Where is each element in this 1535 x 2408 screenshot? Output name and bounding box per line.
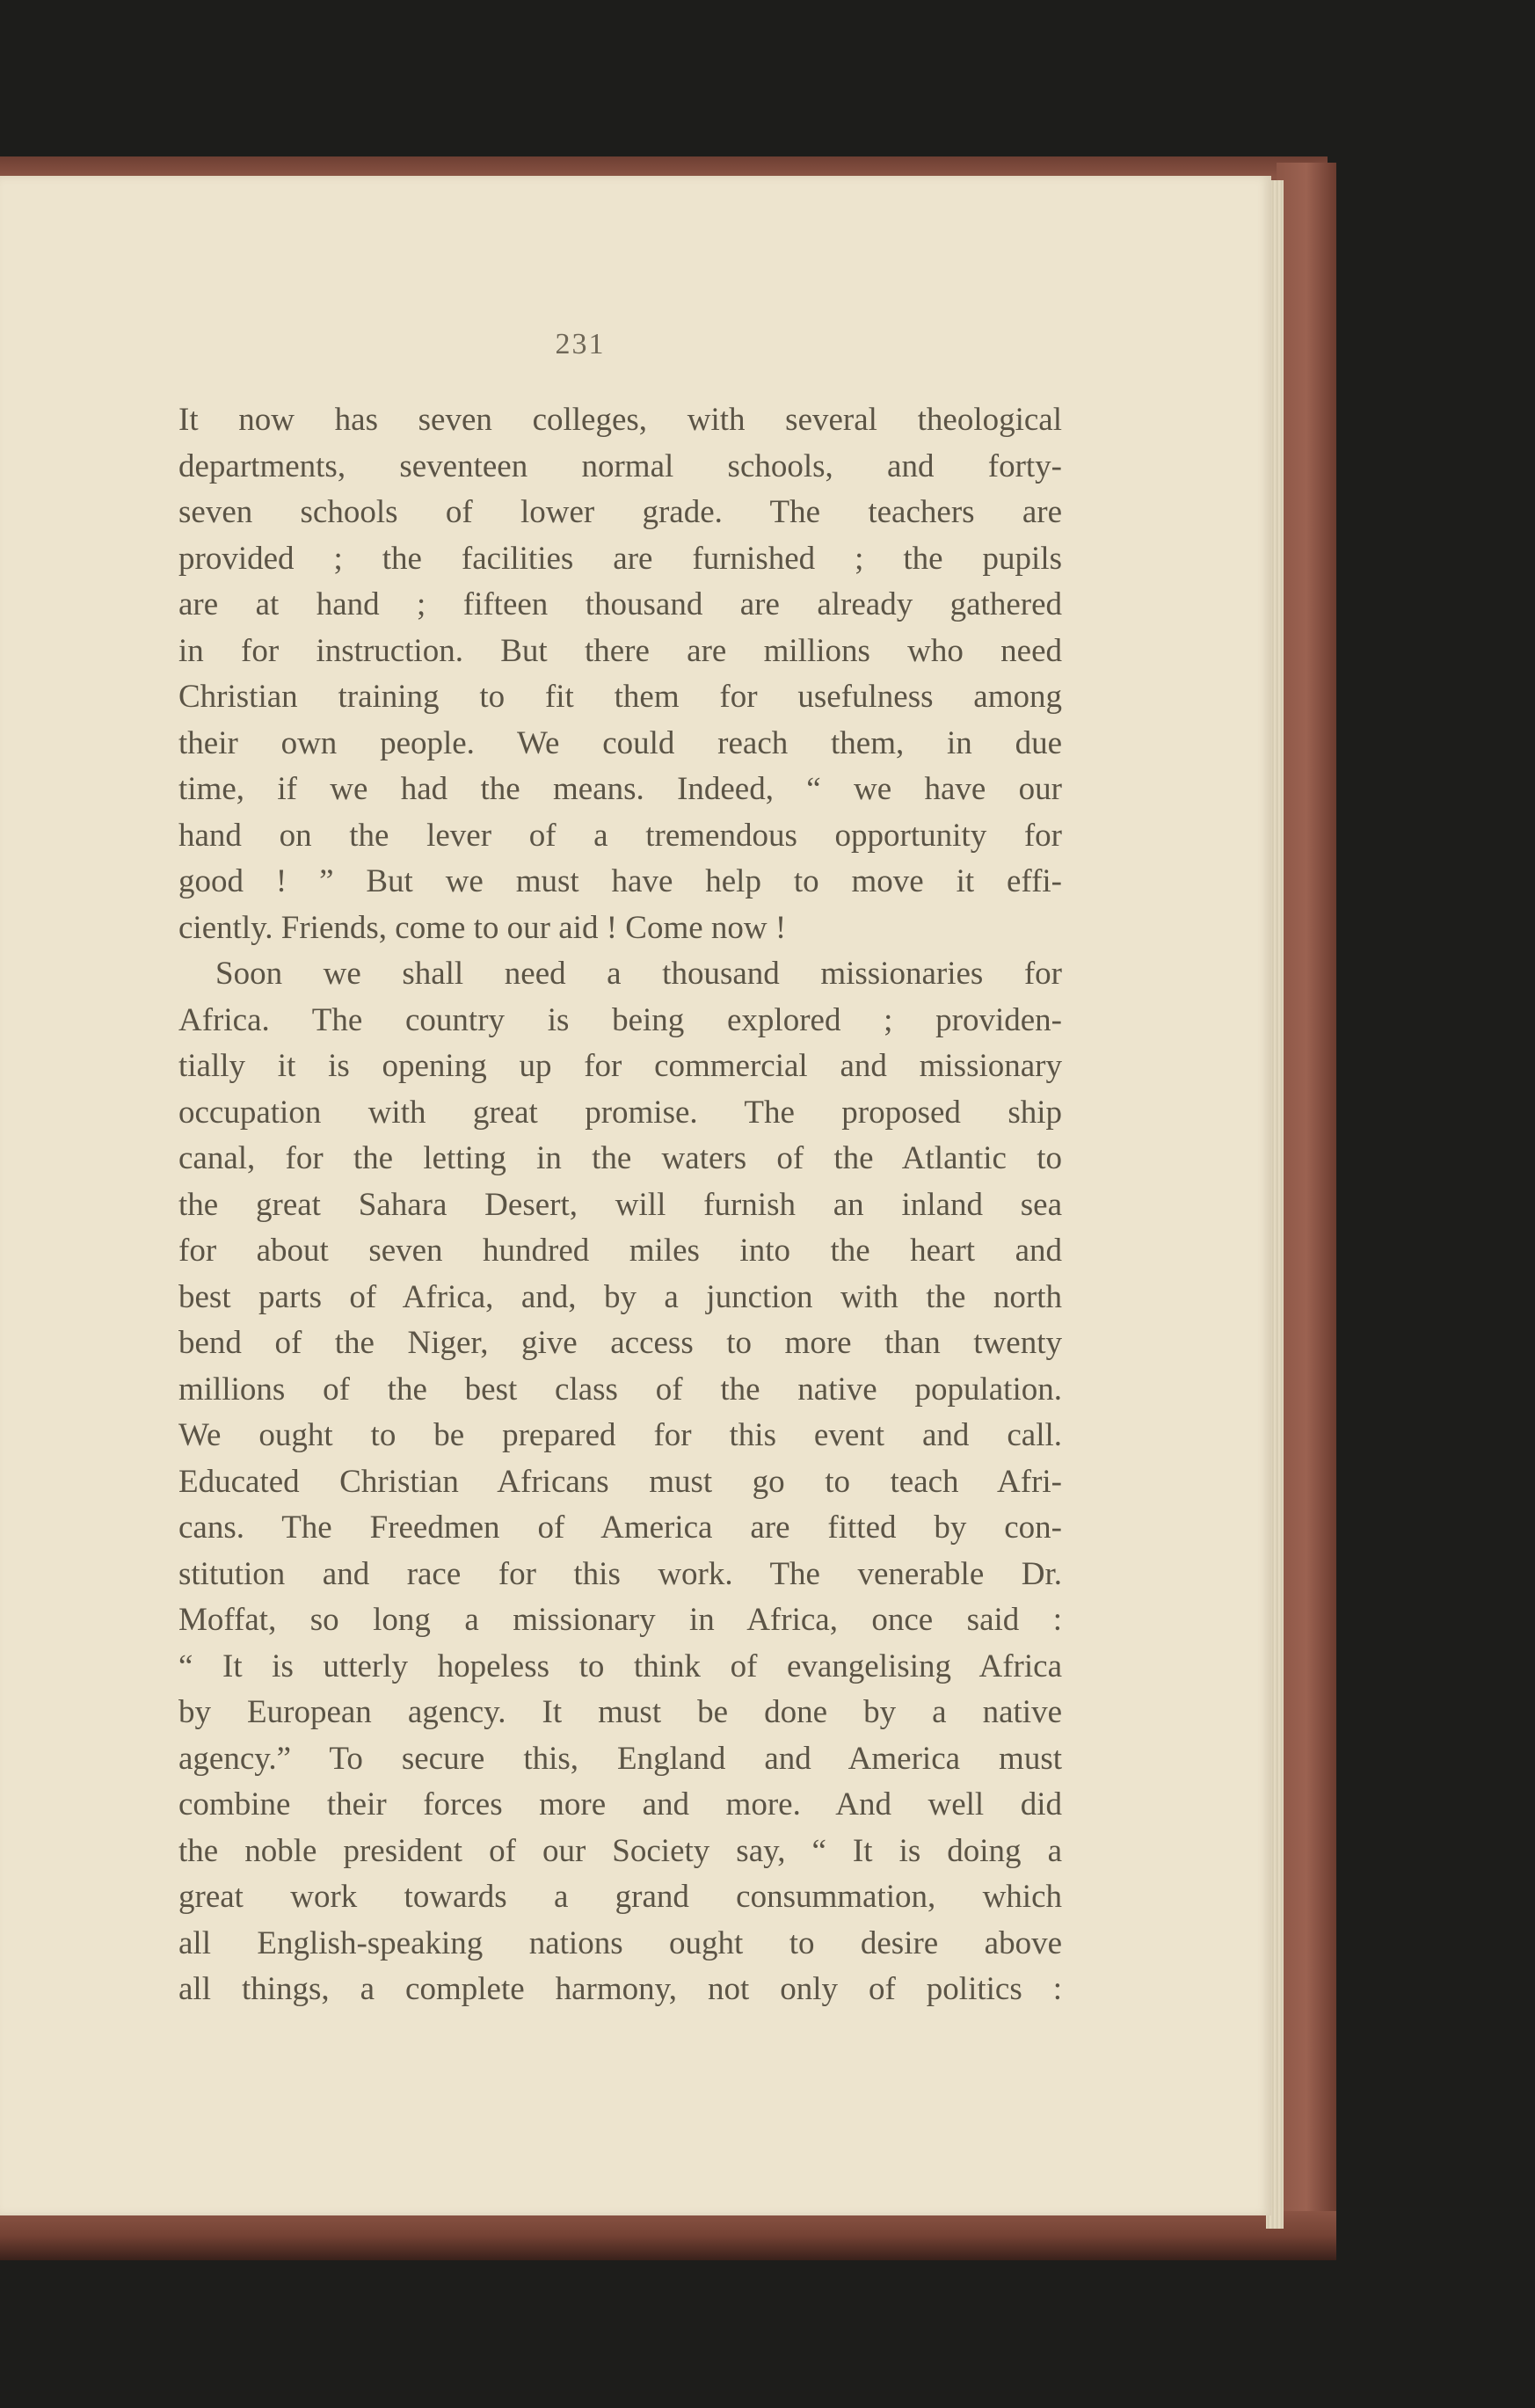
text-line: hand on the lever of a tremendous opportunity for xyxy=(178,817,1062,854)
text-line: “ It is utterly hopeless to think of evangelising Africa xyxy=(178,1648,1062,1684)
text-line: by European agency. It must be done by a native xyxy=(178,1694,1062,1730)
text-line: occupation with great promise. The proposed ship xyxy=(178,1094,1062,1131)
text-line: departments, seventeen normal schools, and forty- xyxy=(178,447,1062,484)
text-line: Educated Christian Africans must go to teach Afri- xyxy=(178,1463,1062,1500)
text-line: Africa. The country is being explored ; providen- xyxy=(178,1001,1062,1038)
book-cover-right-edge xyxy=(1277,163,1336,2259)
text-line: ciently. Friends, come to our aid ! Come now ! xyxy=(178,909,787,946)
text-line: good ! ” But we must have help to move it effi- xyxy=(178,863,1062,899)
text-line: combine their forces more and more. And well did xyxy=(178,1786,1062,1822)
book-page xyxy=(0,176,1271,2215)
text-line: provided ; the facilities are furnished ; the pupils xyxy=(178,540,1062,577)
text-line: in for instruction. But there are millions who need xyxy=(178,632,1062,669)
book-cover-bottom-edge xyxy=(0,2211,1336,2260)
text-line: tially it is opening up for commercial and missionary xyxy=(178,1048,1062,1084)
text-line: the great Sahara Desert, will furnish an inland sea xyxy=(178,1186,1062,1223)
text-line: Christian training to fit them for usefulness among xyxy=(178,679,1062,715)
text-line: It now has seven colleges, with several theological xyxy=(178,402,1062,438)
page-body-text xyxy=(178,397,1062,2013)
text-line: best parts of Africa, and, by a junction with the north xyxy=(178,1278,1062,1315)
text-line: are at hand ; fifteen thousand are already gathered xyxy=(178,586,1062,622)
text-line: all English-speaking nations ought to desire above xyxy=(178,1924,1062,1961)
text-line: seven schools of lower grade. The teachers are xyxy=(178,494,1062,530)
text-line: Soon we shall need a thousand missionaries for xyxy=(215,956,1062,992)
text-line: canal, for the letting in the waters of the Atlantic to xyxy=(178,1140,1062,1176)
text-line: time, if we had the means. Indeed, “ we have our xyxy=(178,771,1062,807)
text-line: cans. The Freedmen of America are fitted by con- xyxy=(178,1510,1062,1546)
text-line: millions of the best class of the native population. xyxy=(178,1371,1062,1408)
text-line: agency.” To secure this, England and America must xyxy=(178,1740,1062,1777)
page-number: 231 xyxy=(555,328,606,360)
text-line: the noble president of our Society say, “ It is doing a xyxy=(178,1832,1062,1869)
text-line: their own people. We could reach them, in due xyxy=(178,724,1062,761)
text-line: We ought to be prepared for this event and call. xyxy=(178,1417,1062,1453)
text-line: all things, a complete harmony, not only of politics : xyxy=(178,1971,1062,2007)
text-line: great work towards a grand consummation, which xyxy=(178,1879,1062,1915)
text-line: for about seven hundred miles into the heart and xyxy=(178,1233,1062,1269)
text-line: stitution and race for this work. The venerable Dr. xyxy=(178,1555,1062,1592)
text-line: bend of the Niger, give access to more than twenty xyxy=(178,1325,1062,1361)
text-line: Moffat, so long a missionary in Africa, once said : xyxy=(178,1602,1062,1638)
